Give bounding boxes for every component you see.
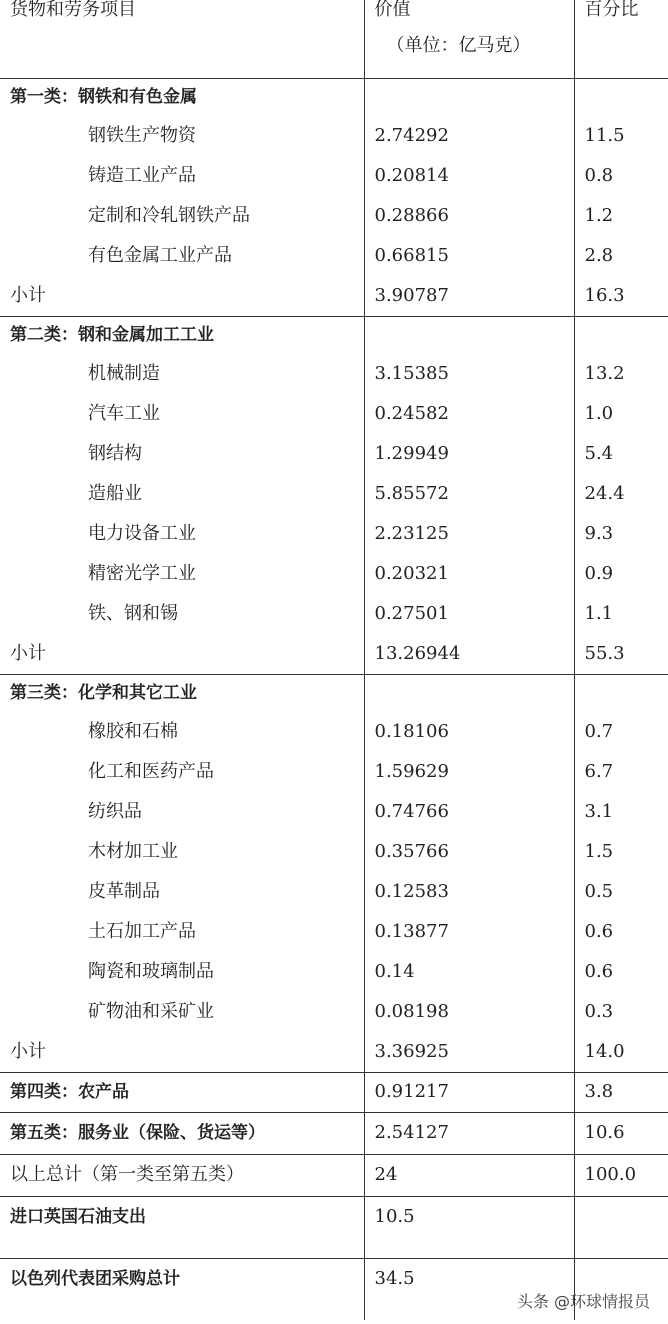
item-value: 5.85572 <box>364 474 574 514</box>
header-item-column: 货物和劳务项目 <box>0 0 364 78</box>
item-value: 0.08198 <box>364 992 574 1032</box>
empty-percent-cell <box>574 674 668 712</box>
item-name: 纺织品 <box>88 801 142 822</box>
item-value: 0.66815 <box>364 236 574 276</box>
item-value: 0.13877 <box>364 912 574 952</box>
item-value: 2.74292 <box>364 116 574 156</box>
subtotal-percent: 55.3 <box>574 634 668 674</box>
item-name: 钢铁生产物资 <box>88 125 196 146</box>
item-name: 陶瓷和玻璃制品 <box>88 961 214 982</box>
summary-percent: 3.8 <box>574 1072 668 1112</box>
category-title: 第三类：化学和其它工业 <box>0 674 364 712</box>
item-name: 钢结构 <box>88 443 142 464</box>
table-row <box>0 196 668 236</box>
summary-label: 以上总计（第一类至第五类） <box>0 1154 364 1196</box>
header-percent-column: 百分比 <box>574 0 668 78</box>
table-row <box>0 912 668 952</box>
item-percent: 11.5 <box>574 116 668 156</box>
item-percent: 5.4 <box>574 434 668 474</box>
header-value-unit: （单位：亿马克） <box>386 35 531 56</box>
table-row <box>0 354 668 394</box>
item-value: 0.74766 <box>364 792 574 832</box>
item-percent: 0.3 <box>574 992 668 1032</box>
table-row <box>0 792 668 832</box>
item-value: 2.23125 <box>364 514 574 554</box>
table-row <box>0 752 668 792</box>
item-name: 机械制造 <box>88 363 160 384</box>
item-percent: 0.6 <box>574 912 668 952</box>
item-percent: 1.0 <box>574 394 668 434</box>
item-value: 1.59629 <box>364 752 574 792</box>
item-percent: 1.5 <box>574 832 668 872</box>
header-value-column <box>364 0 574 78</box>
category-title: 第二类：钢和金属加工工业 <box>0 316 364 354</box>
item-value: 0.27501 <box>364 594 574 634</box>
table-row <box>0 832 668 872</box>
table-row <box>0 116 668 156</box>
item-value: 1.29949 <box>364 434 574 474</box>
item-name: 造船业 <box>88 483 142 504</box>
subtotal-value: 3.36925 <box>364 1032 574 1072</box>
empty-percent-cell <box>574 316 668 354</box>
item-name: 木材加工业 <box>88 841 178 862</box>
item-name: 矿物油和采矿业 <box>88 1001 214 1022</box>
subtotal-percent: 14.0 <box>574 1032 668 1072</box>
item-percent: 6.7 <box>574 752 668 792</box>
summary-label: 以色列代表团采购总计 <box>0 1258 364 1320</box>
summary-row <box>0 1196 668 1258</box>
item-name: 皮革制品 <box>88 881 160 902</box>
summary-value: 0.91217 <box>364 1072 574 1112</box>
summary-value: 2.54127 <box>364 1112 574 1154</box>
summary-row <box>0 1112 668 1154</box>
table-row <box>0 156 668 196</box>
item-name: 精密光学工业 <box>88 563 196 584</box>
summary-percent: 100.0 <box>574 1154 668 1196</box>
category-title: 第一类：钢铁和有色金属 <box>10 87 197 108</box>
watermark: 头条 @环球情报员 <box>516 1292 650 1311</box>
summary-value: 24 <box>364 1154 574 1196</box>
item-value: 0.20814 <box>364 156 574 196</box>
summary-percent <box>574 1196 668 1258</box>
summary-row <box>0 1154 668 1196</box>
summary-value: 10.5 <box>364 1196 574 1258</box>
item-value: 0.14 <box>364 952 574 992</box>
table-row <box>0 992 668 1032</box>
item-name: 橡胶和石棉 <box>88 721 178 742</box>
table-header-row <box>0 0 668 78</box>
item-name: 化工和医药产品 <box>88 761 214 782</box>
category-title-row <box>0 674 668 712</box>
table-row <box>0 514 668 554</box>
subtotal-label: 小计 <box>0 634 364 674</box>
table-row <box>0 952 668 992</box>
table-row <box>0 594 668 634</box>
subtotal-label: 小计 <box>0 276 364 316</box>
item-percent: 2.8 <box>574 236 668 276</box>
table-row <box>0 236 668 276</box>
item-value: 0.20321 <box>364 554 574 594</box>
item-percent: 24.4 <box>574 474 668 514</box>
item-name: 铸造工业产品 <box>88 165 196 186</box>
subtotal-percent: 16.3 <box>574 276 668 316</box>
item-value: 0.18106 <box>364 712 574 752</box>
empty-value-cell <box>364 316 574 354</box>
summary-label: 第五类：服务业（保险、货运等） <box>0 1112 364 1154</box>
item-percent: 0.7 <box>574 712 668 752</box>
subtotal-row <box>0 634 668 674</box>
item-name: 铁、钢和锡 <box>88 603 178 624</box>
subtotal-value: 3.90787 <box>364 276 574 316</box>
item-percent: 0.5 <box>574 872 668 912</box>
item-name: 定制和冷轧钢铁产品 <box>88 205 250 226</box>
summary-value: 34.5 <box>364 1258 574 1320</box>
table-row <box>0 872 668 912</box>
summary-label: 进口英国石油支出 <box>0 1196 364 1258</box>
item-percent: 1.1 <box>574 594 668 634</box>
item-name: 有色金属工业产品 <box>88 245 232 266</box>
subtotal-value: 13.26944 <box>364 634 574 674</box>
subtotal-row <box>0 276 668 316</box>
item-value: 0.12583 <box>364 872 574 912</box>
item-value: 0.28866 <box>364 196 574 236</box>
item-value: 3.15385 <box>364 354 574 394</box>
summary-row <box>0 1072 668 1112</box>
item-value: 0.24582 <box>364 394 574 434</box>
item-percent: 0.9 <box>574 554 668 594</box>
summary-label: 第四类：农产品 <box>0 1072 364 1112</box>
item-percent: 9.3 <box>574 514 668 554</box>
subtotal-label: 小计 <box>0 1032 364 1072</box>
item-percent: 3.1 <box>574 792 668 832</box>
item-percent: 0.8 <box>574 156 668 196</box>
item-name: 土石加工产品 <box>88 921 196 942</box>
item-percent: 1.2 <box>574 196 668 236</box>
category-title-row <box>0 316 668 354</box>
item-value: 0.35766 <box>364 832 574 872</box>
table-row <box>0 434 668 474</box>
item-percent: 13.2 <box>574 354 668 394</box>
summary-percent: 10.6 <box>574 1112 668 1154</box>
category-title-row <box>0 78 668 116</box>
table-row <box>0 394 668 434</box>
item-name: 汽车工业 <box>88 403 160 424</box>
table-row <box>0 554 668 594</box>
item-percent: 0.6 <box>574 952 668 992</box>
empty-percent-cell <box>574 78 668 116</box>
subtotal-row <box>0 1032 668 1072</box>
item-name: 电力设备工业 <box>88 523 196 544</box>
header-value-label: 价值 <box>374 0 411 20</box>
table-row <box>0 712 668 752</box>
empty-value-cell <box>364 78 574 116</box>
empty-value-cell <box>364 674 574 712</box>
table-row <box>0 474 668 514</box>
